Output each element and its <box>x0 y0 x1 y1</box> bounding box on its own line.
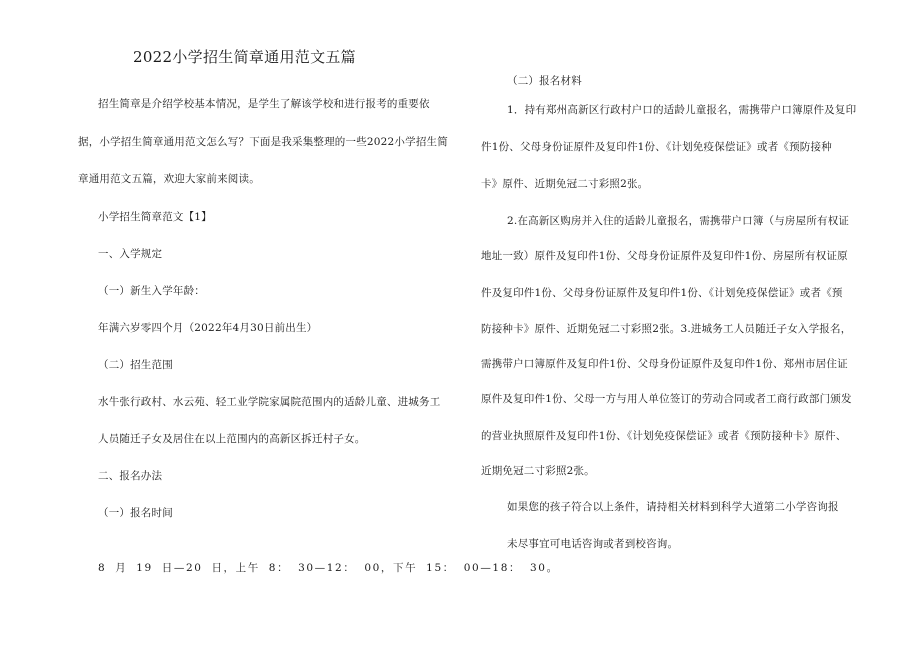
document-title: 2022小学招生简章通用范文五篇 <box>133 48 356 66</box>
materials-line-1: 1．持有郑州高新区行政村户口的适龄儿童报名，需携带户口簿原件及复印 <box>507 104 857 116</box>
materials-line-5: 地址一致）原件及复印件1份、父母身份证原件及复印件1份、房屋所有权证原 <box>481 250 848 262</box>
closing-line-2: 未尽事宜可电话咨询或者到校咨询。 <box>507 538 679 550</box>
materials-line-8: 需携带户口簿原件及复印件1份、父母身份证原件及复印件1份、郑州市居住证 <box>481 358 848 370</box>
intro-line-2: 据，小学招生简章通用范文怎么写？下面是我采集整理的一些2022小学招生简 <box>78 136 448 148</box>
age-requirement: 年满六岁零四个月（2022年4月30日前出生） <box>98 322 318 334</box>
intro-line-1: 招生简章是介绍学校基本情况，是学生了解该学校和进行报考的重要依 <box>98 98 430 110</box>
intro-line-3: 章通用范文五篇，欢迎大家前来阅读。 <box>78 173 260 185</box>
heading-registration-method: 二、报名办法 <box>98 470 163 482</box>
section-heading-sample-1: 小学招生简章范文【1】 <box>98 211 212 223</box>
subheading-registration-time: （一）报名时间 <box>98 507 173 519</box>
closing-line-1: 如果您的孩子符合以上条件，请持相关材料到科学大道第二小学咨询报 <box>507 501 839 513</box>
materials-line-2: 件1份、父母身份证原件及复印件1份、《计划免疫保偿证》或者《预防接种 <box>481 141 832 153</box>
scope-line-2: 人员随迁子女及居住在以上范围内的高新区拆迁村子女。 <box>98 433 366 445</box>
registration-time-text: 8 月 19 日—20 日，上午 8： 30—12： 00，下午 15： 00—18： 30。 <box>98 562 559 574</box>
materials-line-10: 的营业执照原件及复印件1份、《计划免疫保偿证》或者《预防接种卡》原件、 <box>481 430 847 442</box>
materials-line-6: 件及复印件1份、父母身份证原件及复印件1份、《计划免疫保偿证》或者《预 <box>481 287 843 299</box>
materials-line-11: 近期免冠二寸彩照2张。 <box>481 465 595 477</box>
materials-line-3: 卡》原件、近期免冠二寸彩照2张。 <box>481 178 649 190</box>
materials-line-9: 原件及复印件1份、父母一方与用人单位签订的劳动合同或者工商行政部门颁发 <box>481 393 852 405</box>
materials-line-4: 2.在高新区购房并入住的适龄儿童报名，需携带户口簿（与房屋所有权证 <box>507 215 850 227</box>
subheading-materials: （二）报名材料 <box>507 75 582 87</box>
heading-admission-rules: 一、入学规定 <box>98 248 163 260</box>
scope-line-1: 水牛张行政村、水云苑、轻工业学院家属院范围内的适龄儿童、进城务工 <box>98 396 441 408</box>
materials-line-7: 防接种卡》原件、近期免冠二寸彩照2张。3.进城务工人员随迁子女入学报名， <box>481 323 852 335</box>
subheading-age: （一）新生入学年龄： <box>98 285 205 297</box>
subheading-scope: （二）招生范围 <box>98 359 173 371</box>
